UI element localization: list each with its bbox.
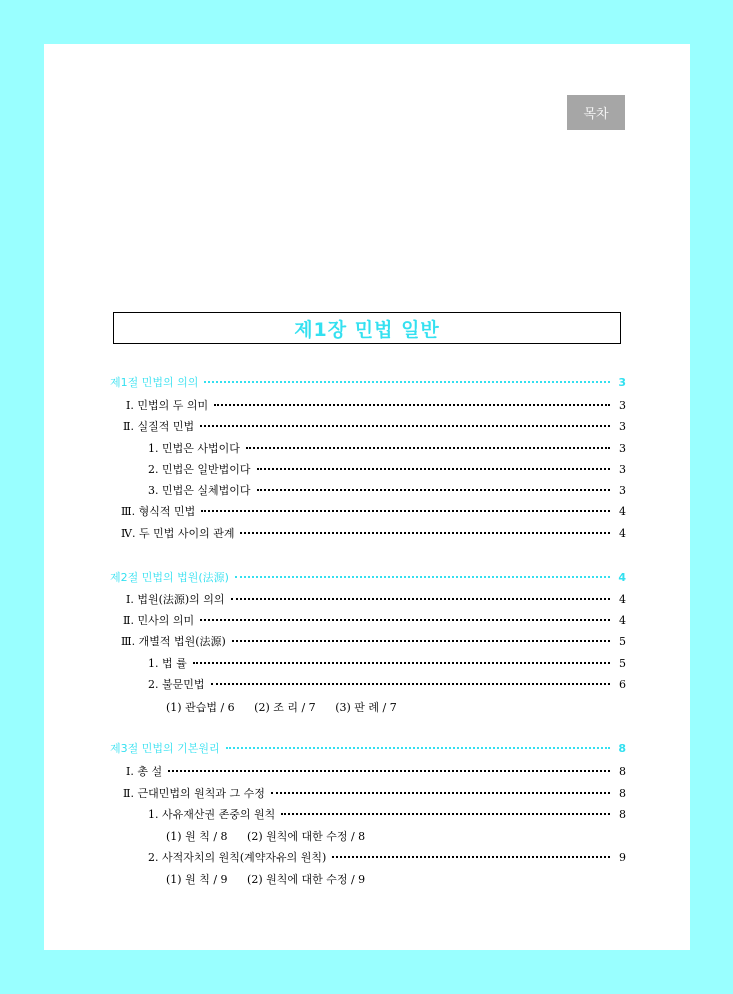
leader-dots: [257, 489, 611, 491]
toc-entry[interactable]: [121, 525, 626, 541]
toc-page: 4: [619, 593, 626, 606]
toc-subentry[interactable]: (3) 판 례 / 7: [335, 701, 397, 714]
toc-entry[interactable]: [123, 418, 626, 434]
leader-dots: [226, 747, 610, 749]
toc-page: 8: [619, 765, 626, 778]
leader-dots: [271, 792, 610, 794]
toc-label: Ⅰ. 법원(法源)의 의의: [126, 593, 225, 606]
toc-page: 4: [619, 527, 626, 540]
toc-entry[interactable]: [121, 503, 626, 519]
toc-subentry[interactable]: (2) 원칙에 대한 수정 / 8: [247, 830, 366, 843]
toc-page: 8: [618, 742, 626, 755]
toc-page: 4: [618, 571, 626, 584]
toc-entry[interactable]: [148, 482, 626, 498]
toc-page: 3: [619, 420, 626, 433]
toc-label: 3. 민법은 실체법이다: [148, 484, 251, 497]
leader-dots: [235, 576, 610, 578]
toc-page: 4: [619, 614, 626, 627]
toc-entry[interactable]: [148, 806, 626, 822]
toc-page: 8: [619, 808, 626, 821]
toc-page: 5: [619, 657, 626, 670]
toc-page: 8: [619, 787, 626, 800]
toc-label: Ⅲ. 형식적 민법: [121, 505, 196, 518]
toc-label: Ⅱ. 민사의 의미: [123, 614, 195, 627]
toc-entry[interactable]: [148, 849, 626, 865]
toc-label: 2. 불문민법: [148, 678, 205, 691]
toc-entry[interactable]: [121, 633, 626, 649]
toc-page: 3: [619, 463, 626, 476]
leader-dots: [211, 683, 611, 685]
toc-entry[interactable]: [123, 785, 626, 801]
leader-dots: [204, 381, 610, 383]
leader-dots: [200, 425, 610, 427]
toc-entry[interactable]: [126, 763, 626, 779]
leader-dots: [332, 856, 610, 858]
toc-subentry[interactable]: (2) 원칙에 대한 수정 / 9: [247, 873, 366, 886]
leader-dots: [257, 468, 611, 470]
leader-dots: [200, 619, 610, 621]
leader-dots: [281, 813, 610, 815]
toc-page: 3: [619, 484, 626, 497]
toc-page: 3: [619, 442, 626, 455]
toc-page: 6: [619, 678, 626, 691]
toc-section-3[interactable]: [110, 740, 626, 756]
toc-label: 1. 사유재산권 존중의 원칙: [148, 808, 276, 821]
toc-page: 3: [618, 376, 626, 389]
toc-entry[interactable]: [148, 676, 626, 692]
toc-page: 4: [619, 505, 626, 518]
toc-label: 제2절 민법의 법원(法源): [110, 571, 229, 584]
toc-subentries: [166, 871, 381, 887]
toc-subentry[interactable]: (1) 관습법 / 6: [166, 701, 235, 714]
toc-subentry[interactable]: (1) 원 칙 / 8: [166, 830, 228, 843]
toc-page: 5: [619, 635, 626, 648]
leader-dots: [168, 770, 610, 772]
toc-label: 2. 사적자치의 원칙(계약자유의 원칙): [148, 851, 327, 864]
toc-entry[interactable]: [126, 397, 626, 413]
toc-label: 1. 민법은 사법이다: [148, 442, 240, 455]
leader-dots: [232, 640, 610, 642]
toc-entry[interactable]: [148, 461, 626, 477]
toc-section-1[interactable]: [110, 374, 626, 390]
chapter-title: 제1장 민법 일반: [113, 312, 621, 344]
toc-label: Ⅲ. 개별적 법원(法源): [121, 635, 226, 648]
toc-subentry[interactable]: (2) 조 리 / 7: [254, 701, 316, 714]
toc-label: Ⅰ. 총 설: [126, 765, 163, 778]
toc-label: Ⅱ. 근대민법의 원칙과 그 수정: [123, 787, 265, 800]
toc-label: 제1절 민법의 의의: [110, 376, 199, 389]
toc-entry[interactable]: [148, 655, 626, 671]
toc-label: 제3절 민법의 기본원리: [110, 742, 220, 755]
toc-subentries: [166, 699, 413, 715]
toc-label: Ⅱ. 실질적 민법: [123, 420, 195, 433]
toc-section-2[interactable]: [110, 569, 626, 585]
toc-entry[interactable]: [126, 591, 626, 607]
toc-label: Ⅳ. 두 민법 사이의 관계: [121, 527, 235, 540]
leader-dots: [214, 404, 610, 406]
contents-badge: 목차: [567, 95, 625, 130]
toc-label: 2. 민법은 일반법이다: [148, 463, 251, 476]
leader-dots: [201, 510, 610, 512]
toc-label: Ⅰ. 민법의 두 의미: [126, 399, 209, 412]
toc-label: 1. 법 률: [148, 657, 187, 670]
leader-dots: [246, 447, 610, 449]
toc-subentries: [166, 828, 381, 844]
toc-page: 9: [619, 851, 626, 864]
leader-dots: [231, 598, 610, 600]
toc-subentry[interactable]: (1) 원 칙 / 9: [166, 873, 228, 886]
toc-entry[interactable]: [123, 612, 626, 628]
toc-entry[interactable]: [148, 440, 626, 456]
toc-page: 3: [619, 399, 626, 412]
leader-dots: [240, 532, 610, 534]
leader-dots: [193, 662, 610, 664]
document-page: [44, 44, 690, 950]
